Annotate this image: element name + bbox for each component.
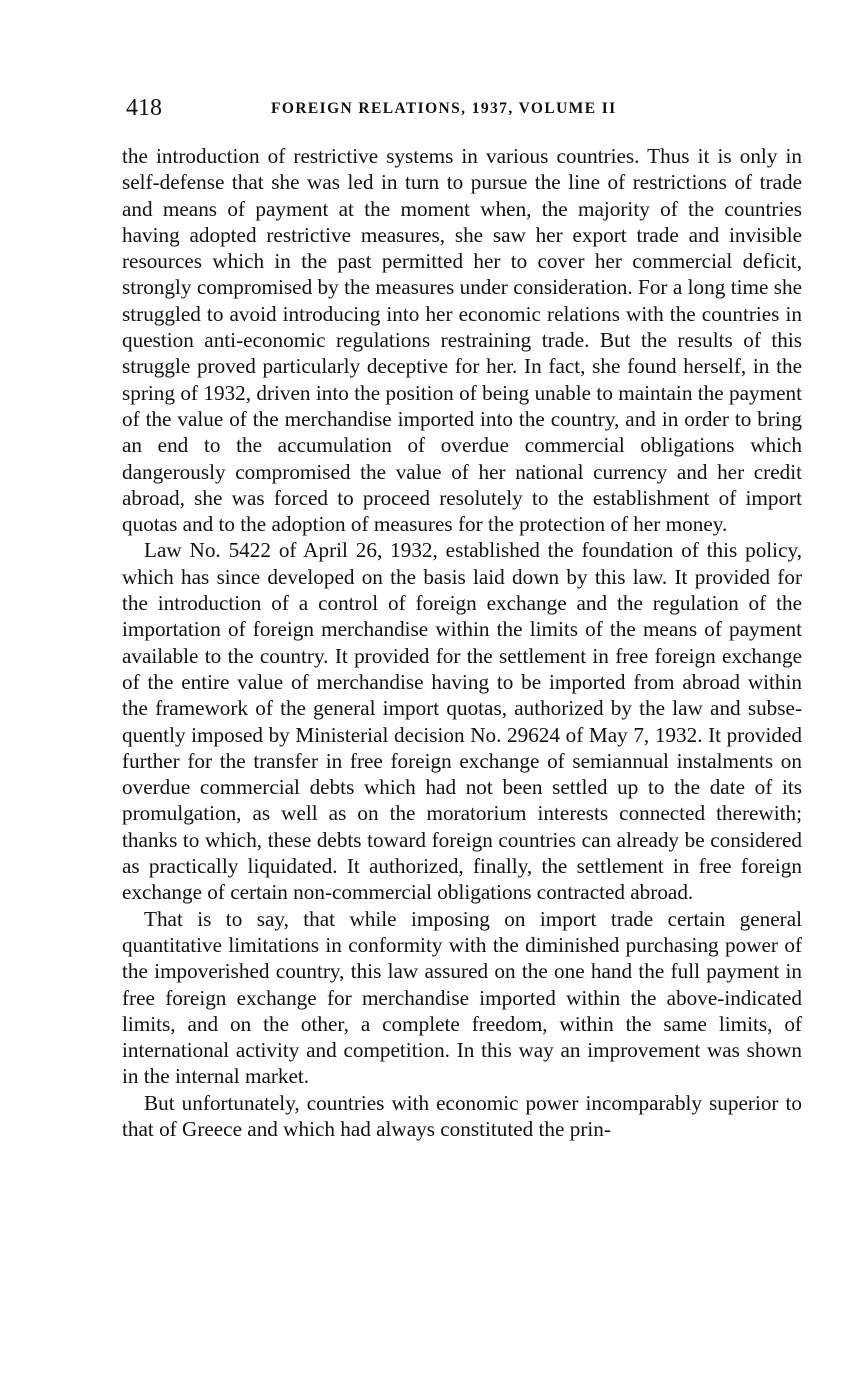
page-header: [126, 93, 806, 127]
body-text: [122, 143, 802, 1142]
page-number: 418: [126, 95, 162, 121]
paragraph-unfortunately: But unfortunately, countries with economic power incomparably superior to that of Greece and which had always constituted the prin-: [122, 1090, 802, 1141]
running-head: FOREIGN RELATIONS, 1937, VOLUME II: [271, 100, 617, 117]
paragraph-import-limitations: That is to say, that while imposing on import trade certain general quantitative limitations in conformity with the diminished purchasing power of the impoverished country, this law assured on the one hand the full payment in free foreign exchange for merchandise imported within the above-indicated limits, and on the other, a complete freedom, within the same limits, of international activity and competition. In this way an improvement was shown in the internal market.: [122, 906, 802, 1089]
paragraph-continuation: the introduction of restrictive systems in various countries. Thus it is only in self-defense that she was led in turn to pursue the line of restrictions of trade and means of payment at the moment when, the majority of the countries having adopted restrictive measures, she saw her export trade and invisible resources which in the past permitted her to cover her commercial deficit, strongly compromised by the measures under consideration. For a long time she struggled to avoid introducing into her economic relations with the countries in question anti-economic regulations restraining trade. But the results of this struggle proved particularly deceptive for her. In fact, she found herself, in the spring of 1932, driven into the position of being unable to maintain the payment of the value of the merchandise imported into the country, and in order to bring an end to the accumulation of overdue commercial obligations which dangerously compromised the value of her national currency and her credit abroad, she was forced to proceed resolutely to the establishment of import quotas and to the adoption of measures for the protection of her money.: [122, 144, 802, 537]
paragraph-law-5422: Law No. 5422 of April 26, 1932, established the foundation of this policy, which has since developed on the basis laid down by this law. It provided for the introduction of a control of foreign exchange and the regulation of the importation of foreign merchandise within the limits of the means of payment available to the country. It provided for the settlement in free foreign exchange of the entire value of merchandise having to be imported from abroad within the framework of the general import quotas, authorized by the law and subsequently imposed by Ministerial decision No. 29624 of May 7, 1932. It provided further for the transfer in free foreign exchange of semiannual instalments on overdue commercial debts which had not been settled up to the date of its promulgation, as well as on the moratorium interests connected therewith; thanks to which, these debts toward foreign countries can already be considered as practically liquidated. It authorized, finally, the settlement in free foreign exchange of certain non-commercial obligations contracted abroad.: [122, 538, 802, 905]
